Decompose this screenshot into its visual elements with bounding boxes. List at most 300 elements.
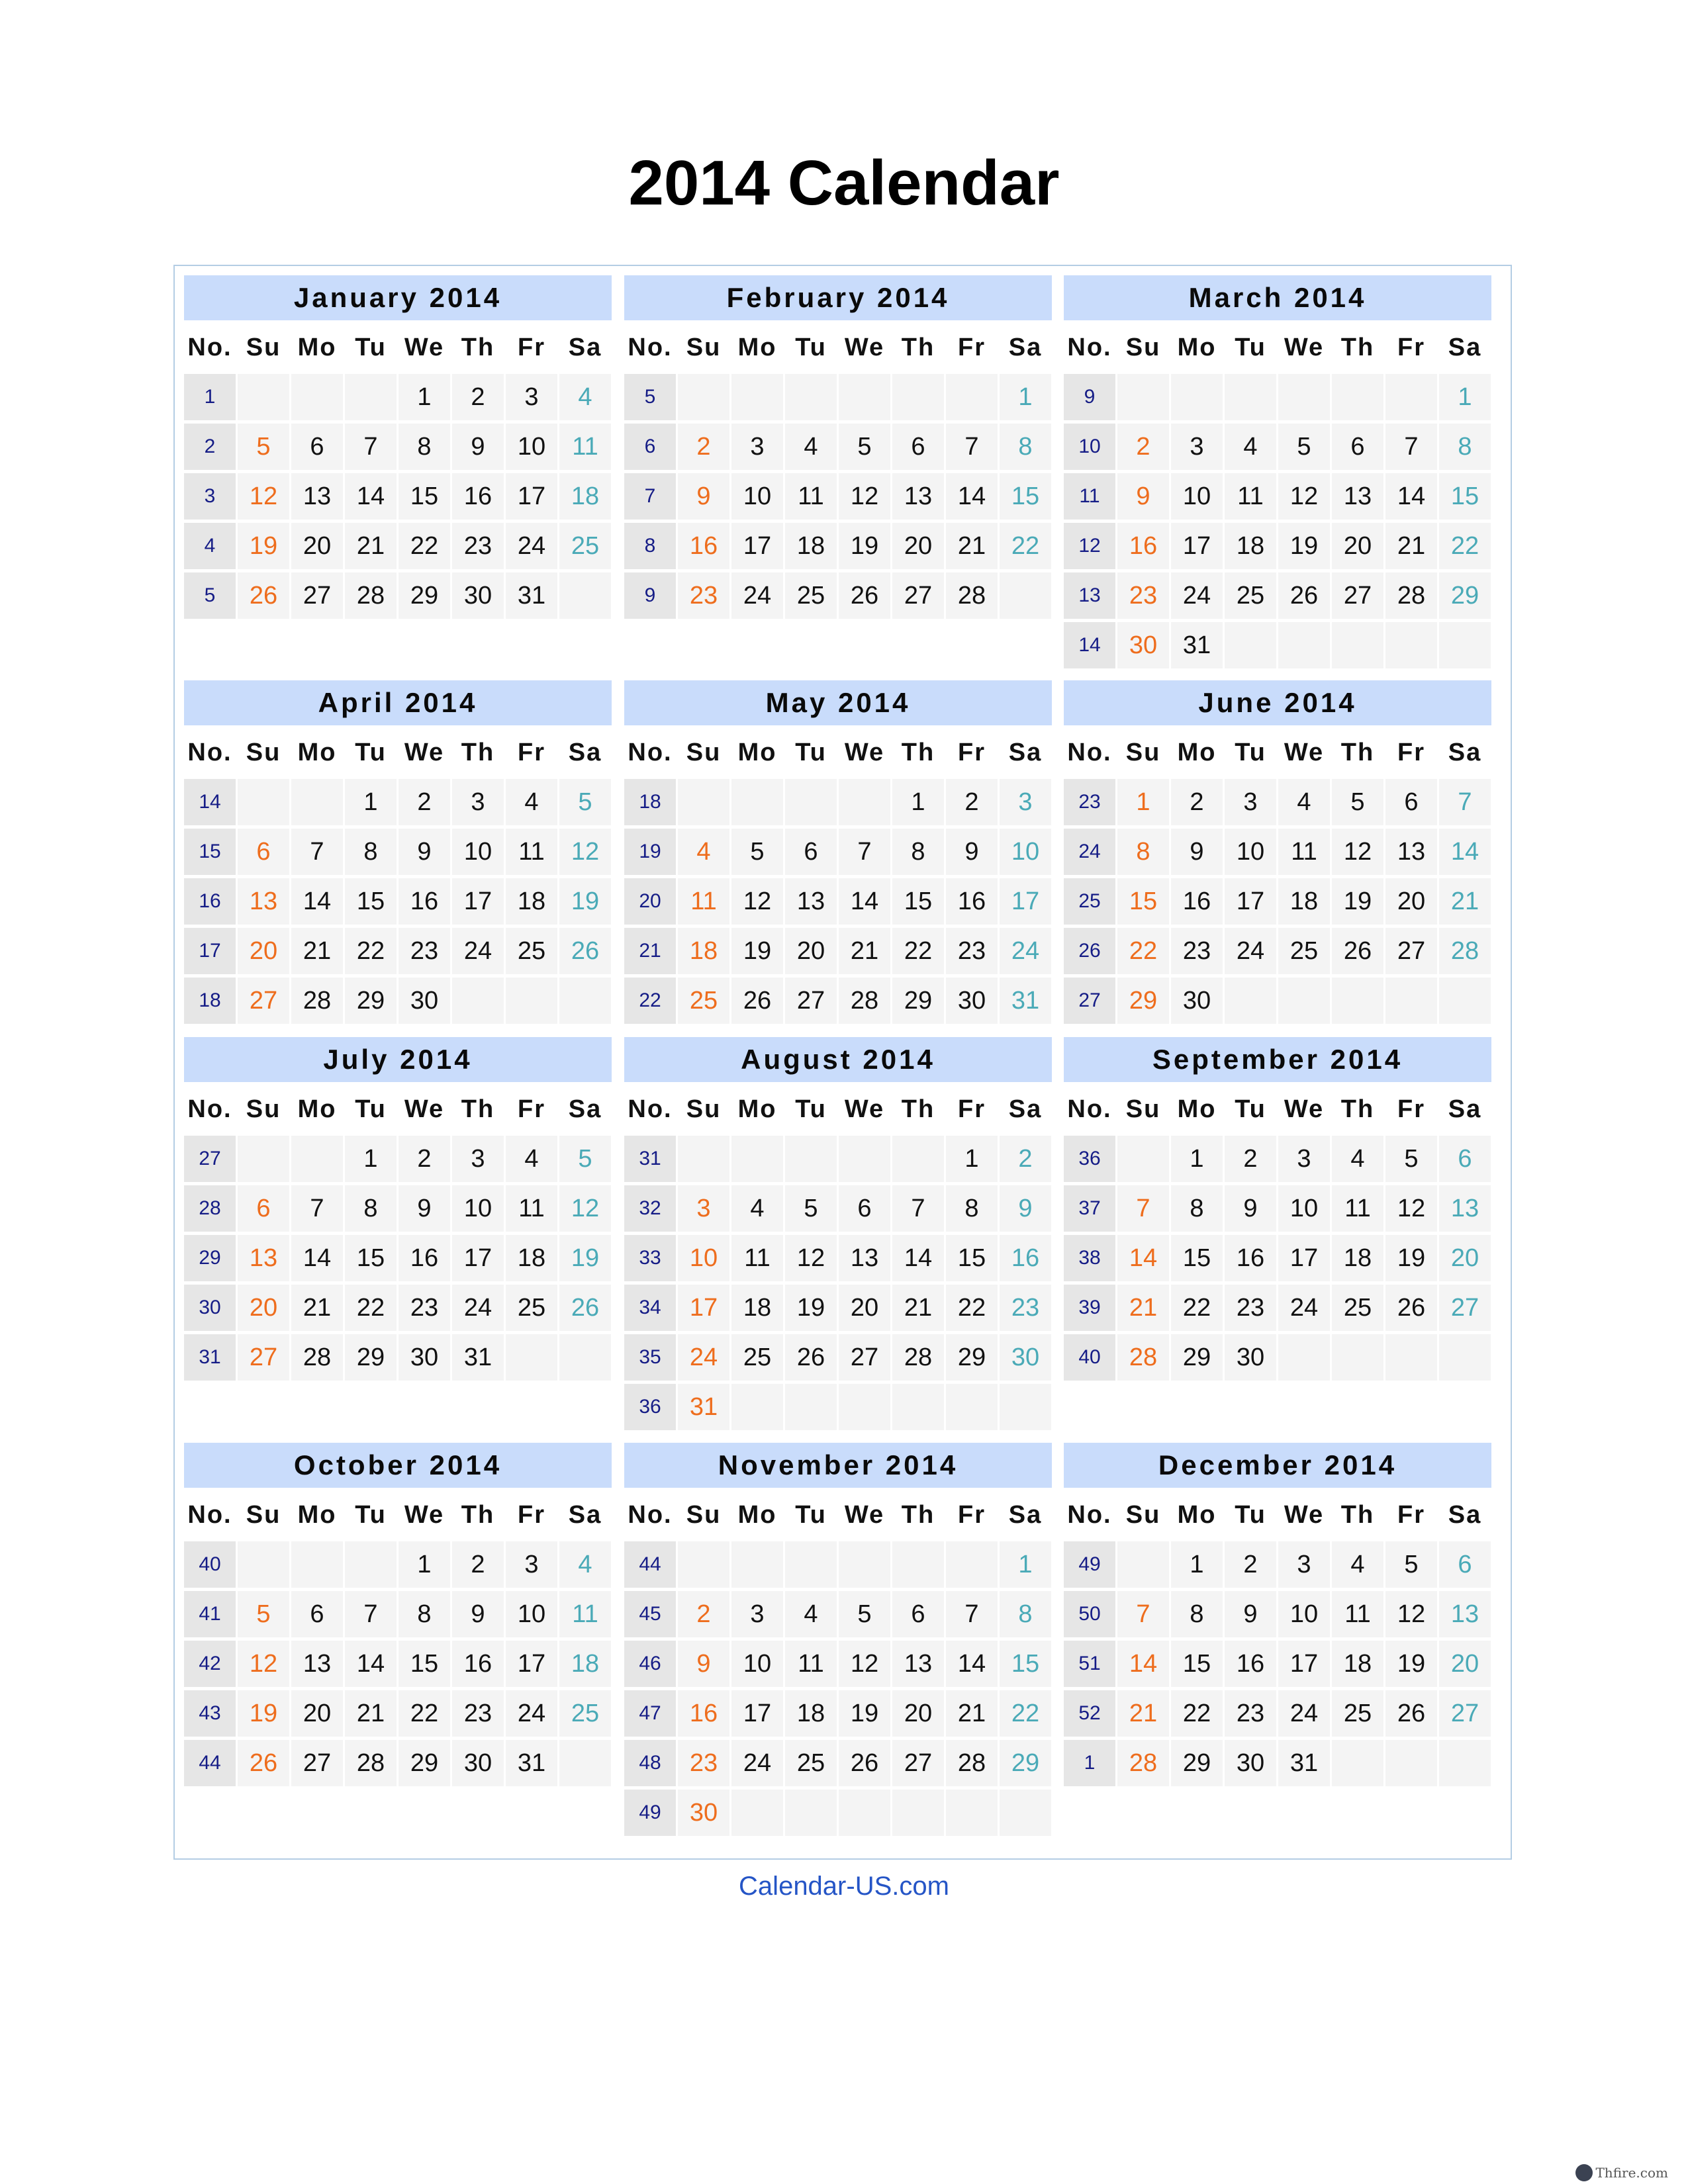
weekday-header: No. bbox=[628, 1501, 673, 1529]
day-cell: 24 bbox=[678, 1334, 729, 1381]
month-block bbox=[624, 275, 1052, 619]
weekday-header: We bbox=[1284, 1095, 1325, 1123]
day-cell: 25 bbox=[678, 978, 729, 1024]
week-number: 8 bbox=[624, 523, 676, 569]
day-cell: 19 bbox=[559, 878, 611, 925]
weekday-header: No. bbox=[1067, 334, 1112, 361]
empty-day-cell bbox=[1171, 374, 1223, 420]
month-block bbox=[184, 1443, 612, 1786]
footer-link[interactable]: Calendar-US.com bbox=[739, 1872, 949, 1901]
empty-day-cell bbox=[946, 1384, 998, 1430]
day-cell: 18 bbox=[1225, 523, 1276, 569]
day-cell: 1 bbox=[345, 1136, 397, 1182]
day-cell: 7 bbox=[1385, 424, 1437, 470]
day-cell: 13 bbox=[238, 1235, 289, 1281]
day-cell: 22 bbox=[345, 1285, 397, 1331]
week-number: 11 bbox=[1064, 473, 1115, 520]
week-number: 23 bbox=[1064, 779, 1115, 825]
day-cell: 14 bbox=[345, 1641, 397, 1687]
weekday-header: Mo bbox=[1177, 1501, 1217, 1529]
day-cell: 27 bbox=[839, 1334, 890, 1381]
day-cell: 12 bbox=[559, 1185, 611, 1232]
weekday-header: Th bbox=[1340, 1501, 1375, 1529]
day-cell: 9 bbox=[1171, 829, 1223, 875]
day-cell: 27 bbox=[892, 572, 944, 619]
day-cell: 4 bbox=[559, 374, 611, 420]
week-number: 36 bbox=[624, 1384, 676, 1430]
day-cell: 18 bbox=[506, 1235, 557, 1281]
weekday-header: Th bbox=[461, 1095, 495, 1123]
day-cell: 15 bbox=[399, 473, 450, 520]
day-cell: 30 bbox=[452, 1740, 504, 1786]
day-cell: 2 bbox=[1171, 779, 1223, 825]
day-cell: 4 bbox=[1278, 779, 1330, 825]
day-cell: 12 bbox=[1332, 829, 1383, 875]
day-cell: 17 bbox=[506, 473, 557, 520]
day-cell: 29 bbox=[345, 978, 397, 1024]
day-cell: 28 bbox=[1385, 572, 1437, 619]
day-cell: 8 bbox=[1000, 1591, 1051, 1637]
weekday-header: Mo bbox=[297, 1095, 337, 1123]
empty-day-cell bbox=[452, 978, 504, 1024]
day-cell: 1 bbox=[399, 374, 450, 420]
day-cell: 17 bbox=[452, 1235, 504, 1281]
day-cell: 24 bbox=[1171, 572, 1223, 619]
day-cell: 27 bbox=[892, 1740, 944, 1786]
month-block bbox=[184, 1037, 612, 1381]
empty-day-cell bbox=[559, 978, 611, 1024]
day-cell: 4 bbox=[785, 1591, 837, 1637]
weekday-header: Tu bbox=[355, 1095, 387, 1123]
empty-day-cell bbox=[785, 1541, 837, 1588]
weekday-header: Fr bbox=[1397, 739, 1425, 766]
week-number: 24 bbox=[1064, 829, 1115, 875]
empty-day-cell bbox=[892, 374, 944, 420]
day-cell: 26 bbox=[238, 572, 289, 619]
day-cell: 4 bbox=[1225, 424, 1276, 470]
day-cell: 24 bbox=[506, 1690, 557, 1737]
day-cell: 7 bbox=[892, 1185, 944, 1232]
empty-day-cell bbox=[506, 1334, 557, 1381]
month-title: June 2014 bbox=[1064, 680, 1491, 725]
month-title: April 2014 bbox=[184, 680, 612, 725]
day-cell: 3 bbox=[678, 1185, 729, 1232]
day-cell: 1 bbox=[1439, 374, 1491, 420]
empty-day-cell bbox=[839, 374, 890, 420]
day-cell: 8 bbox=[1171, 1185, 1223, 1232]
weekday-header: We bbox=[1284, 1501, 1325, 1529]
month-block bbox=[1064, 275, 1491, 668]
day-cell: 19 bbox=[839, 523, 890, 569]
week-number: 41 bbox=[184, 1591, 236, 1637]
day-cell: 23 bbox=[399, 1285, 450, 1331]
empty-day-cell bbox=[238, 779, 289, 825]
empty-day-cell bbox=[785, 1790, 837, 1836]
day-cell: 19 bbox=[559, 1235, 611, 1281]
day-cell: 3 bbox=[506, 1541, 557, 1588]
week-number: 38 bbox=[1064, 1235, 1115, 1281]
weekday-header: Fr bbox=[958, 739, 986, 766]
weekday-header: Th bbox=[1340, 739, 1375, 766]
day-cell: 29 bbox=[1439, 572, 1491, 619]
day-cell: 18 bbox=[559, 473, 611, 520]
day-cell: 19 bbox=[1385, 1235, 1437, 1281]
day-cell: 30 bbox=[399, 1334, 450, 1381]
week-number: 43 bbox=[184, 1690, 236, 1737]
empty-day-cell bbox=[731, 374, 783, 420]
day-cell: 6 bbox=[839, 1185, 890, 1232]
day-cell: 30 bbox=[946, 978, 998, 1024]
day-cell: 24 bbox=[506, 523, 557, 569]
day-cell: 15 bbox=[1000, 1641, 1051, 1687]
weekday-header: Tu bbox=[795, 739, 827, 766]
day-cell: 30 bbox=[1000, 1334, 1051, 1381]
day-cell: 23 bbox=[399, 928, 450, 974]
day-cell: 12 bbox=[1385, 1185, 1437, 1232]
day-cell: 2 bbox=[452, 374, 504, 420]
day-cell: 30 bbox=[399, 978, 450, 1024]
day-cell: 3 bbox=[1000, 779, 1051, 825]
day-cell: 1 bbox=[946, 1136, 998, 1182]
day-cell: 16 bbox=[399, 878, 450, 925]
day-cell: 2 bbox=[1117, 424, 1169, 470]
day-cell: 18 bbox=[506, 878, 557, 925]
day-cell: 6 bbox=[785, 829, 837, 875]
day-cell: 31 bbox=[1000, 978, 1051, 1024]
empty-day-cell bbox=[731, 1136, 783, 1182]
month-block bbox=[624, 680, 1052, 1024]
weekday-header: Sa bbox=[568, 334, 602, 361]
day-cell: 22 bbox=[1117, 928, 1169, 974]
empty-day-cell bbox=[1385, 1334, 1437, 1381]
day-cell: 5 bbox=[1385, 1136, 1437, 1182]
day-cell: 30 bbox=[1225, 1740, 1276, 1786]
empty-day-cell bbox=[1225, 978, 1276, 1024]
day-cell: 10 bbox=[731, 473, 783, 520]
day-cell: 29 bbox=[1117, 978, 1169, 1024]
day-cell: 8 bbox=[1000, 424, 1051, 470]
empty-day-cell bbox=[1332, 978, 1383, 1024]
weekday-header: Su bbox=[246, 334, 281, 361]
weekday-header: Fr bbox=[518, 739, 545, 766]
day-cell: 9 bbox=[1000, 1185, 1051, 1232]
day-cell: 27 bbox=[785, 978, 837, 1024]
empty-day-cell bbox=[345, 1541, 397, 1588]
day-cell: 17 bbox=[1225, 878, 1276, 925]
day-cell: 12 bbox=[839, 473, 890, 520]
day-cell: 8 bbox=[345, 1185, 397, 1232]
day-cell: 13 bbox=[1439, 1591, 1491, 1637]
weekday-header: Th bbox=[1340, 334, 1375, 361]
day-cell: 14 bbox=[1117, 1235, 1169, 1281]
day-cell: 7 bbox=[1117, 1185, 1169, 1232]
empty-day-cell bbox=[238, 374, 289, 420]
day-cell: 16 bbox=[678, 1690, 729, 1737]
week-number: 14 bbox=[184, 779, 236, 825]
weekday-header: Mo bbox=[1177, 334, 1217, 361]
week-number: 12 bbox=[1064, 523, 1115, 569]
day-cell: 18 bbox=[1332, 1641, 1383, 1687]
day-cell: 5 bbox=[559, 1136, 611, 1182]
day-cell: 1 bbox=[1171, 1136, 1223, 1182]
day-cell: 5 bbox=[238, 424, 289, 470]
day-cell: 2 bbox=[946, 779, 998, 825]
empty-day-cell bbox=[892, 1384, 944, 1430]
empty-day-cell bbox=[1385, 622, 1437, 668]
day-cell: 21 bbox=[345, 1690, 397, 1737]
weekday-header: Fr bbox=[518, 1095, 545, 1123]
day-cell: 12 bbox=[238, 1641, 289, 1687]
day-cell: 14 bbox=[839, 878, 890, 925]
week-number: 29 bbox=[184, 1235, 236, 1281]
empty-day-cell bbox=[1439, 622, 1491, 668]
day-cell: 18 bbox=[785, 523, 837, 569]
day-cell: 17 bbox=[731, 523, 783, 569]
day-cell: 21 bbox=[291, 928, 343, 974]
week-number: 18 bbox=[624, 779, 676, 825]
month-grid bbox=[1064, 1086, 1491, 1381]
empty-day-cell bbox=[1439, 978, 1491, 1024]
day-cell: 15 bbox=[345, 878, 397, 925]
day-cell: 29 bbox=[1171, 1334, 1223, 1381]
day-cell: 19 bbox=[1385, 1641, 1437, 1687]
day-cell: 11 bbox=[559, 1591, 611, 1637]
weekday-header: Th bbox=[461, 1501, 495, 1529]
weekday-header: Su bbox=[246, 1501, 281, 1529]
month-grid bbox=[624, 324, 1052, 619]
empty-day-cell bbox=[785, 1384, 837, 1430]
weekday-header: Th bbox=[901, 1095, 935, 1123]
weekday-header: Th bbox=[461, 739, 495, 766]
weekday-header: We bbox=[1284, 334, 1325, 361]
day-cell: 8 bbox=[1171, 1591, 1223, 1637]
day-cell: 17 bbox=[1278, 1235, 1330, 1281]
day-cell: 20 bbox=[291, 523, 343, 569]
week-number: 44 bbox=[624, 1541, 676, 1588]
day-cell: 10 bbox=[678, 1235, 729, 1281]
day-cell: 7 bbox=[345, 1591, 397, 1637]
day-cell: 29 bbox=[399, 572, 450, 619]
weekday-header: Su bbox=[1125, 1095, 1161, 1123]
weekday-header: Mo bbox=[737, 1501, 777, 1529]
day-cell: 10 bbox=[1278, 1185, 1330, 1232]
week-number: 46 bbox=[624, 1641, 676, 1687]
month-grid bbox=[1064, 729, 1491, 1024]
day-cell: 10 bbox=[452, 1185, 504, 1232]
month-grid bbox=[624, 729, 1052, 1024]
empty-day-cell bbox=[1278, 978, 1330, 1024]
weekday-header: Tu bbox=[355, 739, 387, 766]
day-cell: 18 bbox=[785, 1690, 837, 1737]
week-number: 1 bbox=[1064, 1740, 1115, 1786]
day-cell: 27 bbox=[238, 978, 289, 1024]
week-number: 35 bbox=[624, 1334, 676, 1381]
empty-day-cell bbox=[1000, 1790, 1051, 1836]
empty-day-cell bbox=[731, 1384, 783, 1430]
day-cell: 31 bbox=[1278, 1740, 1330, 1786]
week-number: 30 bbox=[184, 1285, 236, 1331]
weekday-header: Su bbox=[686, 1501, 722, 1529]
week-number: 4 bbox=[184, 523, 236, 569]
day-cell: 29 bbox=[345, 1334, 397, 1381]
day-cell: 29 bbox=[1000, 1740, 1051, 1786]
weekday-header: Su bbox=[686, 334, 722, 361]
empty-day-cell bbox=[1225, 374, 1276, 420]
day-cell: 28 bbox=[892, 1334, 944, 1381]
empty-day-cell bbox=[1117, 374, 1169, 420]
day-cell: 16 bbox=[399, 1235, 450, 1281]
weekday-header: Th bbox=[901, 334, 935, 361]
day-cell: 16 bbox=[1117, 523, 1169, 569]
day-cell: 9 bbox=[1117, 473, 1169, 520]
weekday-header: We bbox=[844, 1501, 885, 1529]
day-cell: 24 bbox=[1278, 1285, 1330, 1331]
day-cell: 26 bbox=[1385, 1690, 1437, 1737]
day-cell: 2 bbox=[399, 779, 450, 825]
weekday-header: Fr bbox=[958, 334, 986, 361]
day-cell: 22 bbox=[1000, 523, 1051, 569]
empty-day-cell bbox=[559, 1334, 611, 1381]
weekday-header: Mo bbox=[297, 334, 337, 361]
empty-day-cell bbox=[731, 779, 783, 825]
day-cell: 20 bbox=[238, 1285, 289, 1331]
month-grid bbox=[184, 1492, 612, 1786]
day-cell: 14 bbox=[291, 878, 343, 925]
empty-day-cell bbox=[678, 1541, 729, 1588]
day-cell: 30 bbox=[1117, 622, 1169, 668]
day-cell: 7 bbox=[345, 424, 397, 470]
day-cell: 19 bbox=[1278, 523, 1330, 569]
day-cell: 8 bbox=[399, 424, 450, 470]
day-cell: 13 bbox=[892, 473, 944, 520]
day-cell: 28 bbox=[946, 572, 998, 619]
week-number: 22 bbox=[624, 978, 676, 1024]
weekday-header: Sa bbox=[568, 1095, 602, 1123]
day-cell: 16 bbox=[452, 1641, 504, 1687]
day-cell: 12 bbox=[1385, 1591, 1437, 1637]
day-cell: 20 bbox=[1385, 878, 1437, 925]
day-cell: 15 bbox=[1000, 473, 1051, 520]
day-cell: 25 bbox=[1278, 928, 1330, 974]
week-number: 36 bbox=[1064, 1136, 1115, 1182]
day-cell: 31 bbox=[452, 1334, 504, 1381]
weekday-header: We bbox=[404, 1095, 445, 1123]
empty-day-cell bbox=[839, 1541, 890, 1588]
day-cell: 25 bbox=[506, 928, 557, 974]
day-cell: 9 bbox=[452, 424, 504, 470]
day-cell: 9 bbox=[678, 473, 729, 520]
week-number: 32 bbox=[624, 1185, 676, 1232]
month-block bbox=[1064, 1443, 1491, 1786]
day-cell: 12 bbox=[238, 473, 289, 520]
month-block bbox=[1064, 680, 1491, 1024]
empty-day-cell bbox=[238, 1136, 289, 1182]
day-cell: 14 bbox=[946, 1641, 998, 1687]
week-number: 5 bbox=[624, 374, 676, 420]
day-cell: 20 bbox=[1439, 1235, 1491, 1281]
day-cell: 22 bbox=[399, 523, 450, 569]
empty-day-cell bbox=[291, 374, 343, 420]
day-cell: 21 bbox=[946, 523, 998, 569]
day-cell: 14 bbox=[892, 1235, 944, 1281]
day-cell: 14 bbox=[946, 473, 998, 520]
weekday-header: Sa bbox=[1008, 1095, 1043, 1123]
empty-day-cell bbox=[1278, 622, 1330, 668]
day-cell: 24 bbox=[1000, 928, 1051, 974]
day-cell: 19 bbox=[238, 523, 289, 569]
week-number: 51 bbox=[1064, 1641, 1115, 1687]
day-cell: 10 bbox=[506, 424, 557, 470]
month-block bbox=[624, 1037, 1052, 1430]
month-grid bbox=[1064, 1492, 1491, 1786]
day-cell: 9 bbox=[1225, 1591, 1276, 1637]
month-title: August 2014 bbox=[624, 1037, 1052, 1082]
week-number: 40 bbox=[184, 1541, 236, 1588]
day-cell: 8 bbox=[399, 1591, 450, 1637]
day-cell: 15 bbox=[946, 1235, 998, 1281]
day-cell: 10 bbox=[506, 1591, 557, 1637]
weekday-header: Sa bbox=[1008, 334, 1043, 361]
empty-day-cell bbox=[892, 1136, 944, 1182]
day-cell: 21 bbox=[1117, 1285, 1169, 1331]
day-cell: 13 bbox=[291, 473, 343, 520]
weekday-header: Mo bbox=[737, 739, 777, 766]
day-cell: 12 bbox=[731, 878, 783, 925]
weekday-header: Mo bbox=[297, 1501, 337, 1529]
month-grid bbox=[184, 324, 612, 619]
weekday-header: Th bbox=[901, 739, 935, 766]
day-cell: 23 bbox=[1171, 928, 1223, 974]
weekday-header: Fr bbox=[1397, 1501, 1425, 1529]
month-grid bbox=[1064, 324, 1491, 668]
day-cell: 11 bbox=[506, 829, 557, 875]
day-cell: 19 bbox=[785, 1285, 837, 1331]
day-cell: 2 bbox=[678, 424, 729, 470]
day-cell: 19 bbox=[238, 1690, 289, 1737]
day-cell: 6 bbox=[1385, 779, 1437, 825]
day-cell: 4 bbox=[506, 779, 557, 825]
day-cell: 11 bbox=[1332, 1591, 1383, 1637]
empty-day-cell bbox=[731, 1541, 783, 1588]
day-cell: 11 bbox=[559, 424, 611, 470]
day-cell: 21 bbox=[291, 1285, 343, 1331]
week-number: 39 bbox=[1064, 1285, 1115, 1331]
day-cell: 18 bbox=[1278, 878, 1330, 925]
day-cell: 14 bbox=[1439, 829, 1491, 875]
day-cell: 3 bbox=[1171, 424, 1223, 470]
day-cell: 26 bbox=[238, 1740, 289, 1786]
empty-day-cell bbox=[1332, 1334, 1383, 1381]
day-cell: 7 bbox=[946, 424, 998, 470]
day-cell: 31 bbox=[506, 1740, 557, 1786]
day-cell: 6 bbox=[291, 1591, 343, 1637]
week-number: 16 bbox=[184, 878, 236, 925]
month-title: May 2014 bbox=[624, 680, 1052, 725]
day-cell: 3 bbox=[1278, 1541, 1330, 1588]
day-cell: 12 bbox=[839, 1641, 890, 1687]
day-cell: 28 bbox=[1439, 928, 1491, 974]
day-cell: 18 bbox=[1332, 1235, 1383, 1281]
weekday-header: Tu bbox=[1235, 1501, 1266, 1529]
day-cell: 16 bbox=[1225, 1641, 1276, 1687]
day-cell: 15 bbox=[892, 878, 944, 925]
week-number: 3 bbox=[184, 473, 236, 520]
day-cell: 10 bbox=[1225, 829, 1276, 875]
day-cell: 11 bbox=[1332, 1185, 1383, 1232]
weekday-header: Sa bbox=[1448, 1095, 1482, 1123]
day-cell: 3 bbox=[731, 424, 783, 470]
day-cell: 25 bbox=[731, 1334, 783, 1381]
